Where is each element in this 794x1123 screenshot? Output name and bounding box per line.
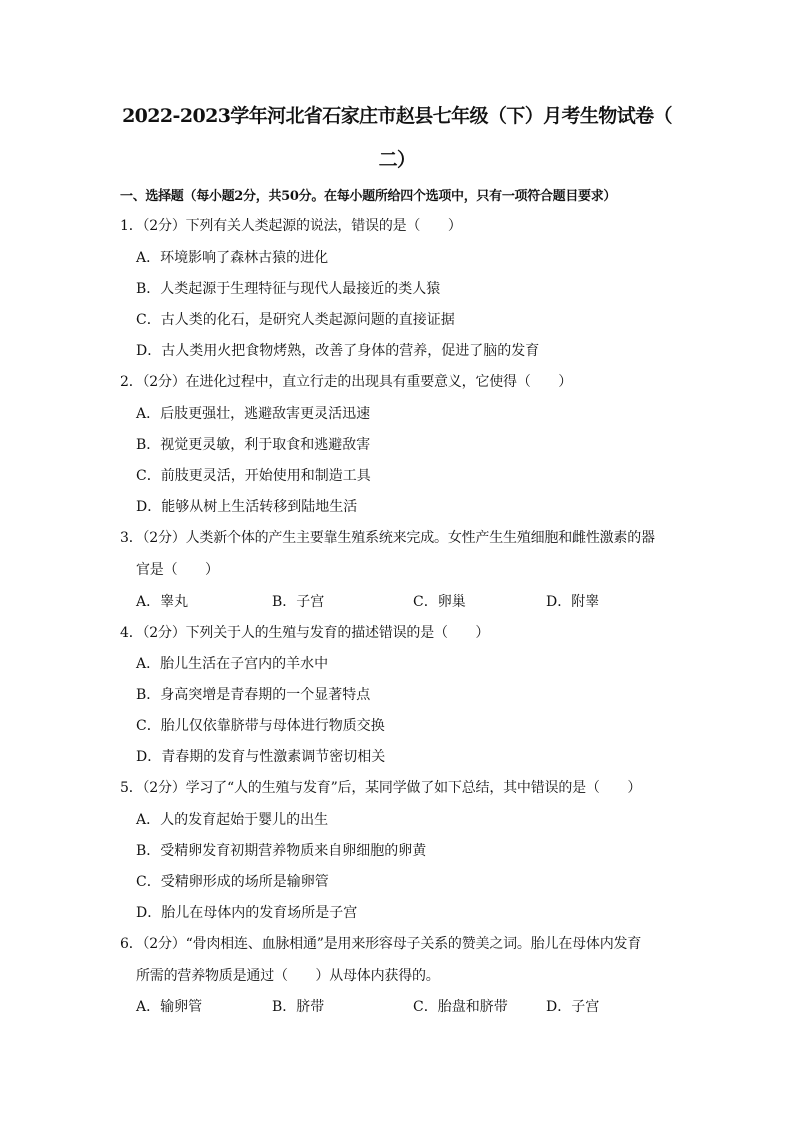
question-6-option-b: B．脐带 [272, 999, 325, 1015]
section-header: 一、选择题（每小题2分，共50分。在每小题所给四个选项中，只有一项符合题目要求） [120, 189, 617, 204]
question-1-option-a: A．环境影响了森林古猿的进化 [136, 250, 329, 266]
question-1-option-b: B．人类起源于生理特征与现代人最接近的类人猿 [136, 281, 441, 297]
question-5-option-c: C．受精卵形成的场所是输卵管 [136, 874, 329, 890]
question-5-option-a: A．人的发育起始于婴儿的出生 [136, 812, 329, 828]
question-3-option-c: C．卵巢 [413, 594, 466, 610]
question-2-stem: 2．（2分）在进化过程中，直立行走的出现具有重要意义，它使得（ ） [120, 374, 573, 390]
question-6-option-c: C．胎盘和脐带 [413, 999, 508, 1015]
question-5-stem: 5．（2分）学习了“人的生殖与发育”后，某同学做了如下总结，其中错误的是（ ） [120, 780, 642, 796]
question-6-stem-line-1: 6．（2分）“骨肉相连、血脉相通”是用来形容母子关系的赞美之词。胎儿在母体内发育 [120, 936, 642, 952]
exam-title-line-2: 二） [378, 149, 416, 171]
question-3-stem-line-1: 3．（2分）人类新个体的产生主要靠生殖系统来完成。女性产生生殖细胞和雌性激素的器 [120, 530, 655, 546]
question-5-option-d: D．胎儿在母体内的发育场所是子宫 [136, 905, 358, 921]
question-2-option-d: D．能够从树上生活转移到陆地生活 [136, 499, 358, 515]
question-2-option-b: B．视觉更灵敏，利于取食和逃避敌害 [136, 437, 371, 453]
question-4-stem: 4．（2分）下列关于人的生殖与发育的描述错误的是（ ） [120, 625, 490, 641]
question-6-stem-line-2: 所需的营养物质是通过（ ）从母体内获得的。 [136, 968, 440, 984]
question-3-stem-line-2: 官是（ ） [136, 562, 219, 578]
question-2-option-c: C．前肢更灵活，开始使用和制造工具 [136, 468, 371, 484]
question-6-option-d: D．子宫 [546, 999, 600, 1015]
exam-title-line-1: 2022-2023学年河北省石家庄市赵县七年级（下）月考生物试卷（ [122, 105, 672, 127]
question-4-option-a: A．胎儿生活在子宫内的羊水中 [136, 656, 329, 672]
question-4-option-b: B．身高突增是青春期的一个显著特点 [136, 687, 371, 703]
question-3-option-b: B．子宫 [272, 594, 325, 610]
question-5-option-b: B．受精卵发育初期营养物质来自卵细胞的卵黄 [136, 843, 427, 859]
question-1-option-c: C．古人类的化石，是研究人类起源问题的直接证据 [136, 312, 455, 328]
question-3-option-a: A．睾丸 [136, 594, 189, 610]
question-4-option-d: D．青春期的发育与性激素调节密切相关 [136, 749, 386, 765]
question-6-option-a: A．输卵管 [136, 999, 203, 1015]
question-4-option-c: C．胎儿仅依靠脐带与母体进行物质交换 [136, 718, 385, 734]
question-1-stem: 1．（2分）下列有关人类起源的说法，错误的是（ ） [120, 218, 462, 234]
question-3-option-d: D．附睾 [546, 594, 600, 610]
question-1-option-d: D．古人类用火把食物烤熟，改善了身体的营养，促进了脑的发育 [136, 343, 540, 359]
question-2-option-a: A．后肢更强壮，逃避敌害更灵活迅速 [136, 406, 371, 422]
